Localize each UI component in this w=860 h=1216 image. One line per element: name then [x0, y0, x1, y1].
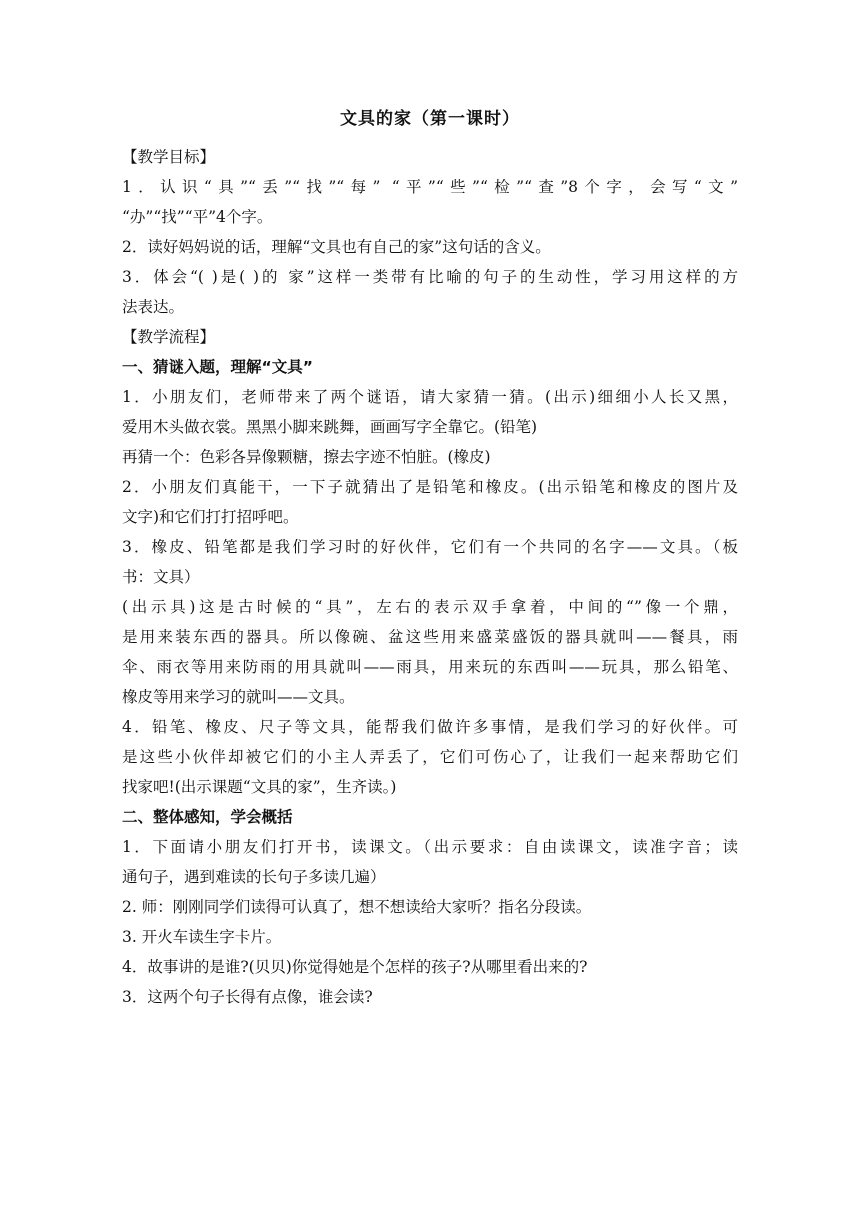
text-line: 3．体会“( )是( )的 家”这样一类带有比喻的句子的生动性，学习用这样的方 [122, 268, 738, 286]
text-line: 橡皮等用来学习的就叫——文具。 [122, 688, 355, 706]
text-line: 1．下面请小朋友们打开书，读课文。（出示要求：自由读课文，读准字音；读 [122, 838, 738, 856]
text-line: 4．故事讲的是谁?(贝贝)你觉得她是个怎样的孩子?从哪里看出来的? [122, 958, 588, 976]
text-line: 2. 师：刚刚同学们读得可认真了，想不想读给大家听？指名分段读。 [122, 898, 592, 916]
text-line: 2．读好妈妈说的话，理解“文具也有自己的家”这句话的含义。 [122, 238, 551, 256]
section-heading: 一、猜谜入题，理解“文具” [122, 358, 313, 376]
document-body [122, 142, 738, 1012]
text-line: 【教学流程】 [122, 328, 216, 346]
text-line: 【教学目标】 [122, 148, 216, 166]
text-line: 法表达。 [122, 298, 185, 316]
text-line: 是这些小伙伴却被它们的小主人弄丢了，它们可伤心了，让我们一起来帮助它们 [122, 748, 738, 766]
text-line: 2．小朋友们真能干，一下子就猜出了是铅笔和橡皮。(出示铅笔和橡皮的图片及 [122, 478, 738, 496]
text-line: 书：文具） [122, 568, 200, 586]
text-line: 1．认识“具”“丢”“找”“每” “平”“些”“检”“查”8个字，会写“文” [122, 178, 738, 196]
section-heading: 二、整体感知，学会概括 [122, 808, 293, 826]
text-line: 4．铅笔、橡皮、尺子等文具，能帮我们做许多事情，是我们学习的好伙伴。可 [122, 718, 738, 736]
text-line: 通句子，遇到难读的长句子多读几遍） [122, 868, 386, 886]
text-line: “办”“找”“平”4个字。 [122, 208, 273, 226]
text-line: 再猜一个：色彩各异像颗糖，擦去字迹不怕脏。(橡皮) [122, 448, 491, 466]
text-line: (出示具)这是古时候的“具”，左右的表示双手拿着，中间的“”像一个鼎， [122, 598, 738, 616]
text-line: 找家吧!(出示课题“文具的家”，生齐读。) [122, 778, 397, 796]
text-line: 伞、雨衣等用来防雨的用具就叫——雨具，用来玩的东西叫——玩具，那么铅笔、 [122, 658, 738, 676]
text-line: 是用来装东西的器具。所以像碗、盆这些用来盛菜盛饭的器具就叫——餐具，雨 [122, 628, 738, 646]
text-line: 3．橡皮、铅笔都是我们学习时的好伙伴，它们有一个共同的名字——文具。（板 [122, 538, 738, 556]
text-line: 3．这两个句子长得有点像，谁会读? [122, 988, 373, 1006]
document-title: 文具的家（第一课时） [340, 109, 520, 129]
text-line: 1．小朋友们，老师带来了两个谜语，请大家猜一猜。(出示)细细小人长又黑， [122, 388, 738, 406]
text-line: 文字)和它们打打招呼吧。 [122, 508, 299, 526]
text-line: 爱用木头做衣裳。黑黑小脚来跳舞，画画写字全靠它。(铅笔) [122, 418, 538, 436]
text-line: 3. 开火车读生字卡片。 [122, 928, 282, 946]
